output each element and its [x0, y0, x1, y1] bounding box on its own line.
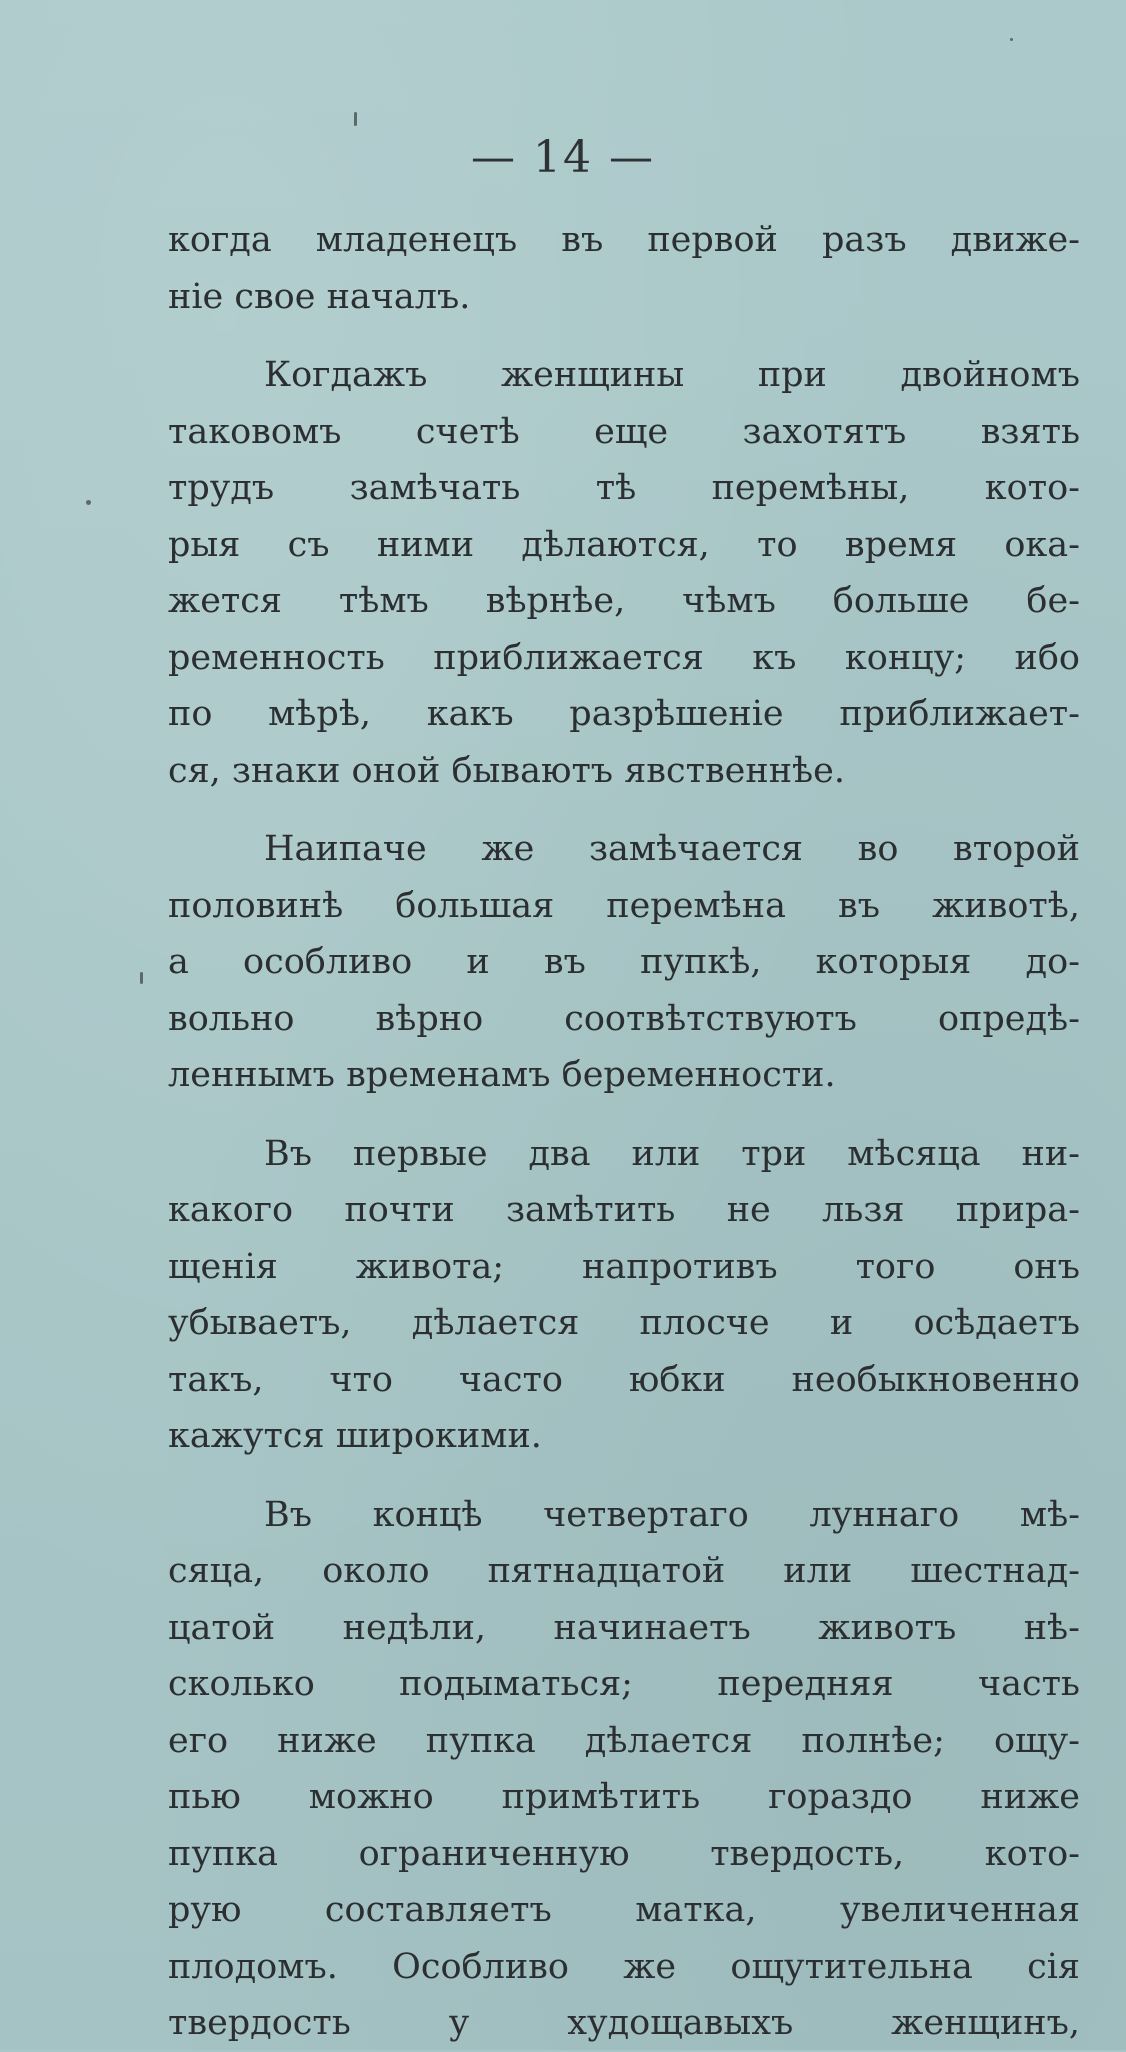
- text-line: цатой недѣли, начинаетъ животъ нѣ-: [168, 1607, 1080, 1648]
- text-line: плодомъ. Особливо же ощутительна сiя: [168, 1946, 1080, 1987]
- text-line: убываетъ, дѣлается плосче и осѣдаетъ: [168, 1303, 1080, 1343]
- text-line: Въ концѣ четвертаго луннаго мѣ-: [264, 1494, 1080, 1535]
- ink-speck: [354, 112, 357, 126]
- text-line: пью можно примѣтить гораздо ниже: [168, 1777, 1080, 1817]
- ink-speck: [1010, 38, 1013, 41]
- ink-speck: [86, 500, 91, 505]
- text-line: ся, знаки оной бываютъ явственнѣе.: [168, 750, 845, 791]
- text-line: по мѣрѣ, какъ разрѣшенiе приближает-: [168, 694, 1080, 734]
- text-line: Въ первые два или три мѣсяца ни-: [264, 1133, 1080, 1174]
- paragraph: [168, 347, 1080, 799]
- paragraph: [168, 1487, 1080, 2052]
- page-number: — 14 —: [471, 132, 655, 183]
- text-line: вольно вѣрно соотвѣтствуютъ опредѣ-: [168, 998, 1080, 1039]
- ink-speck: [140, 972, 143, 984]
- body-text: [168, 212, 1080, 2052]
- text-line: кажутся широкими.: [168, 1416, 542, 1456]
- paragraph: [168, 212, 1080, 325]
- text-line: его ниже пупка дѣлается полнѣе; ощу-: [168, 1720, 1080, 1761]
- text-line: таковомъ счетѣ еще захотятъ взять: [168, 411, 1080, 452]
- text-line: ременность приближается къ концу; ибо: [168, 637, 1080, 678]
- text-line: жется тѣмъ вѣрнѣе, чѣмъ больше бе-: [168, 581, 1080, 621]
- text-line: рую составляетъ матка, увеличенная: [168, 1890, 1080, 1930]
- text-line: нiе свое началъ.: [168, 276, 471, 317]
- text-line: такъ, что часто юбки необыкновенно: [168, 1359, 1080, 1400]
- text-line: твердость у худощавыхъ женщинъ,: [168, 2003, 1080, 2043]
- paragraph: [168, 821, 1080, 1104]
- paragraph: [168, 1126, 1080, 1465]
- text-line: Наипаче же замѣчается во второй: [264, 829, 1080, 869]
- text-line: когда младенецъ въ первой разъ движе-: [168, 220, 1080, 260]
- text-line: половинѣ большая перемѣна въ животѣ,: [168, 885, 1080, 926]
- text-line: а особливо и въ пупкѣ, которыя до-: [168, 942, 1080, 982]
- text-line: щенiя живота; напротивъ того онъ: [168, 1246, 1080, 1287]
- text-line: сколько подыматься; передняя часть: [168, 1664, 1080, 1704]
- text-line: какого почти замѣтить не льзя прира-: [168, 1190, 1080, 1230]
- text-line: трудъ замѣчать тѣ перемѣны, кото-: [168, 468, 1080, 508]
- text-line: леннымъ временамъ беременности.: [168, 1055, 836, 1095]
- text-line: сяца, около пятнадцатой или шестнад-: [168, 1551, 1080, 1591]
- text-line: Когдажъ женщины при двойномъ: [264, 355, 1080, 395]
- text-line: рыя съ ними дѣлаются, то время ока-: [168, 524, 1080, 565]
- text-line: пупка ограниченную твердость, кото-: [168, 1833, 1080, 1874]
